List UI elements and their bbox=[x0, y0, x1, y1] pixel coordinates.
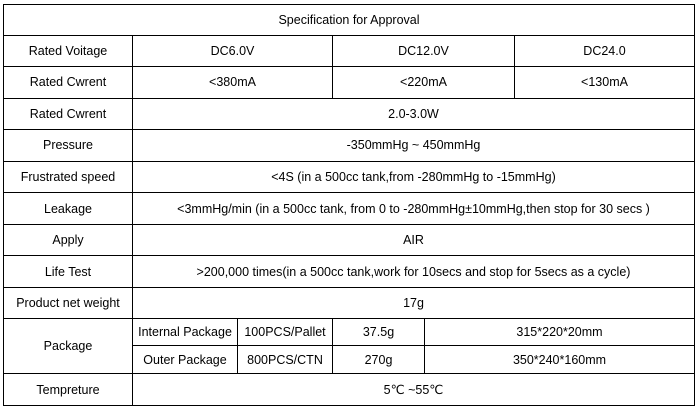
internal-package-qty: 100PCS/Pallet bbox=[238, 319, 333, 345]
apply-row bbox=[4, 224, 695, 256]
internal-package-weight: 37.5g bbox=[333, 319, 425, 345]
outer-package-qty: 800PCS/CTN bbox=[238, 345, 333, 373]
internal-package-row bbox=[4, 319, 695, 345]
outer-package-weight: 270g bbox=[333, 345, 425, 373]
table-title: Specification for Approval bbox=[4, 5, 695, 36]
temperature-value: 5℃ ~55℃ bbox=[133, 374, 695, 406]
specification-table bbox=[3, 4, 695, 406]
rated-voltage-12v: DC12.0V bbox=[333, 35, 515, 67]
rated-current-row bbox=[4, 67, 695, 99]
internal-package-label: Internal Package bbox=[133, 319, 238, 345]
rated-current-12v: <220mA bbox=[333, 67, 515, 99]
rated-voltage-row bbox=[4, 35, 695, 67]
rated-voltage-label: Rated Voitage bbox=[4, 35, 133, 67]
rated-current-6v: ˂380mA bbox=[133, 67, 333, 99]
frustrated-speed-row bbox=[4, 161, 695, 193]
rated-power-label: Rated Cwrent bbox=[4, 98, 133, 130]
temperature-row bbox=[4, 374, 695, 406]
rated-current-24v: <130mA bbox=[515, 67, 695, 99]
apply-label: Apply bbox=[4, 224, 133, 256]
life-test-row bbox=[4, 256, 695, 288]
net-weight-row bbox=[4, 287, 695, 319]
leakage-value: <3mmHg/min (in a 500cc tank, from 0 to -280mmHg±10mmHg,then stop for 30 secs ) bbox=[133, 193, 695, 225]
outer-package-label: Outer Package bbox=[133, 345, 238, 373]
rated-power-value: 2.0-3.0W bbox=[133, 98, 695, 130]
leakage-label: Leakage bbox=[4, 193, 133, 225]
package-label: Package bbox=[4, 319, 133, 374]
net-weight-value: 17g bbox=[133, 287, 695, 319]
pressure-value: -350mmHg ~ 450mmHg bbox=[133, 130, 695, 162]
apply-value: AIR bbox=[133, 224, 695, 256]
rated-voltage-24v: DC24.0 bbox=[515, 35, 695, 67]
pressure-row bbox=[4, 130, 695, 162]
rated-current-label: Rated Cwrent bbox=[4, 67, 133, 99]
net-weight-label: Product net weight bbox=[4, 287, 133, 319]
title-row bbox=[4, 5, 695, 36]
temperature-label: Tempreture bbox=[4, 374, 133, 406]
rated-voltage-6v: DC6.0V bbox=[133, 35, 333, 67]
life-test-value: >200,000 times(in a 500cc tank,work for 10secs and stop for 5secs as a cycle) bbox=[133, 256, 695, 288]
life-test-label: Life Test bbox=[4, 256, 133, 288]
internal-package-size: 315*220*20mm bbox=[425, 319, 695, 345]
rated-power-row bbox=[4, 98, 695, 130]
pressure-label: Pressure bbox=[4, 130, 133, 162]
outer-package-size: 350*240*160mm bbox=[425, 345, 695, 373]
frustrated-speed-value: <4S (in a 500cc tank,from -280mmHg to -15mmHg) bbox=[133, 161, 695, 193]
frustrated-speed-label: Frustrated speed bbox=[4, 161, 133, 193]
leakage-row bbox=[4, 193, 695, 225]
